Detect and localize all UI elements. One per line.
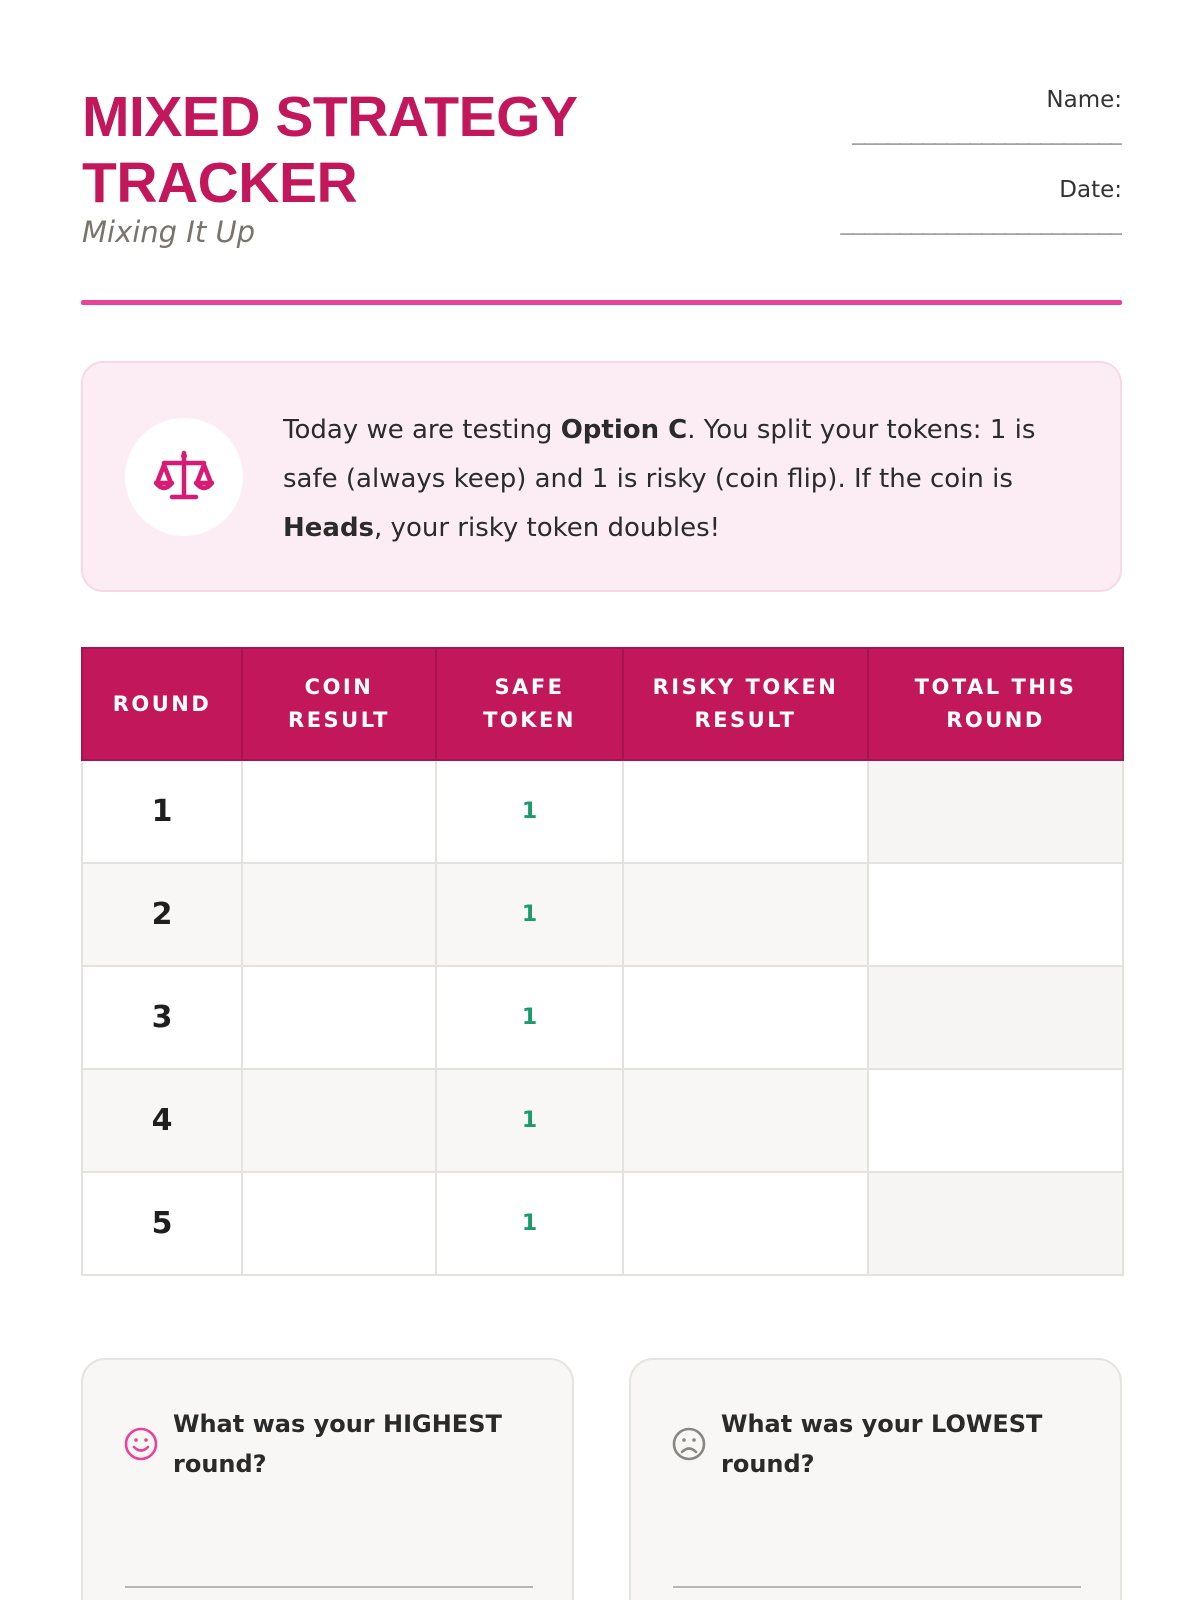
frown-icon — [671, 1426, 707, 1462]
column-header-risky-token-result: RISKY TOKEN RESULT — [623, 648, 868, 760]
instructions-box — [81, 361, 1122, 592]
safe-token-cell: 1 — [436, 863, 623, 966]
date-label: Date: — [1059, 177, 1122, 203]
page-subtitle: Mixing It Up — [82, 215, 256, 249]
lowest-round-question: What was your LOWEST round? — [721, 1410, 1043, 1478]
name-label: Name: — [1046, 87, 1122, 113]
risky-token-cell[interactable] — [623, 966, 868, 1069]
column-header-coin-result: COIN RESULT — [242, 648, 436, 760]
safe-token-cell: 1 — [436, 1069, 623, 1172]
table-row — [82, 863, 1123, 966]
name-date-fields — [742, 84, 1122, 264]
table-row — [82, 1069, 1123, 1172]
round-number: 2 — [82, 863, 242, 966]
total-cell[interactable] — [868, 863, 1123, 966]
name-write-line[interactable]: _______________________ — [851, 120, 1122, 145]
round-number: 5 — [82, 1172, 242, 1275]
total-cell[interactable] — [868, 760, 1123, 863]
highest-round-question: What was your HIGHEST round? — [173, 1410, 502, 1478]
smile-icon — [123, 1426, 159, 1462]
table-row — [82, 966, 1123, 1069]
total-cell[interactable] — [868, 1172, 1123, 1275]
safe-token-cell: 1 — [436, 966, 623, 1069]
column-header-total-this-round: TOTAL THIS ROUND — [868, 648, 1123, 760]
coin-result-cell[interactable] — [242, 760, 436, 863]
heads-highlight: Heads — [283, 513, 375, 543]
instructions-text — [283, 406, 1083, 553]
title-line-1: MIXED STRATEGY — [82, 85, 578, 149]
round-number: 1 — [82, 760, 242, 863]
round-number: 3 — [82, 966, 242, 1069]
table-header-row — [82, 648, 1123, 760]
balance-scale-icon — [152, 445, 216, 509]
risky-token-cell[interactable] — [623, 760, 868, 863]
answer-line[interactable] — [125, 1586, 533, 1588]
safe-token-cell: 1 — [436, 760, 623, 863]
column-header-round: ROUND — [82, 648, 242, 760]
round-number: 4 — [82, 1069, 242, 1172]
risky-token-cell[interactable] — [623, 863, 868, 966]
instructions-text-post: , your risky token doubles! — [374, 513, 721, 543]
coin-result-cell[interactable] — [242, 966, 436, 1069]
title-line-2: TRACKER — [82, 151, 358, 215]
instructions-text-mid: . You split your tokens: 1 is safe (always keep) and 1 is risky (coin flip). If the coin is — [283, 415, 1036, 494]
instructions-text-pre: Today we are testing — [283, 415, 561, 445]
option-highlight: Option C — [560, 415, 688, 445]
header — [82, 84, 1122, 304]
page-title — [82, 84, 702, 216]
coin-result-cell[interactable] — [242, 1172, 436, 1275]
coin-result-cell[interactable] — [242, 1069, 436, 1172]
table-row — [82, 760, 1123, 863]
column-header-safe-token: SAFE TOKEN — [436, 648, 623, 760]
answer-line[interactable] — [673, 1586, 1081, 1588]
round-tracker-table — [81, 647, 1124, 1276]
lowest-round-card — [629, 1358, 1122, 1600]
date-write-line[interactable]: ________________________ — [840, 210, 1122, 235]
highest-round-card — [81, 1358, 574, 1600]
total-cell[interactable] — [868, 966, 1123, 1069]
table-row — [82, 1172, 1123, 1275]
risky-token-cell[interactable] — [623, 1069, 868, 1172]
total-cell[interactable] — [868, 1069, 1123, 1172]
icon-badge — [125, 418, 243, 536]
header-divider — [81, 300, 1122, 305]
safe-token-cell: 1 — [436, 1172, 623, 1275]
risky-token-cell[interactable] — [623, 1172, 868, 1275]
coin-result-cell[interactable] — [242, 863, 436, 966]
